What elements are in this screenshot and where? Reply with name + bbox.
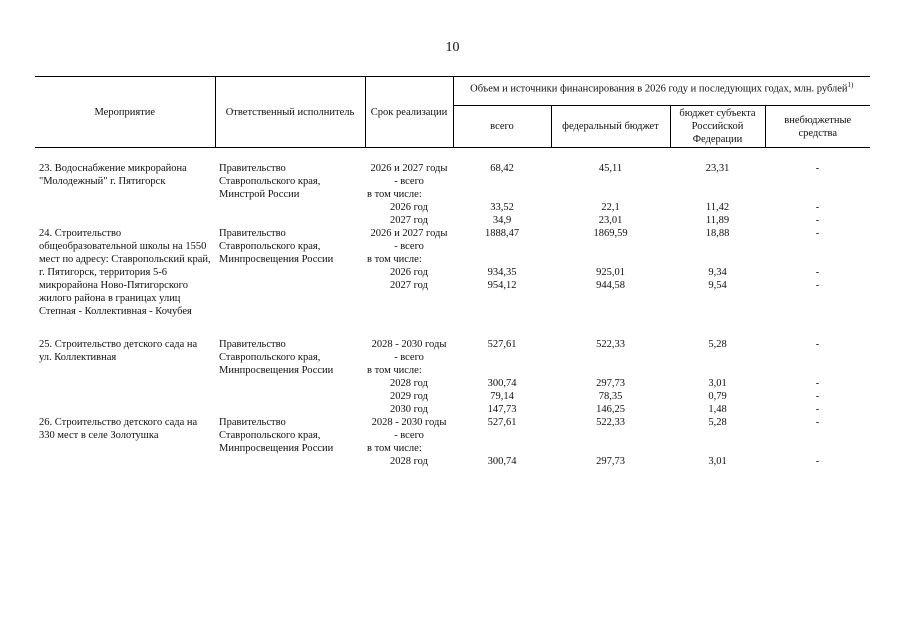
table-row <box>35 416 870 442</box>
regional-cell: 5,28 <box>708 339 727 350</box>
header-measure: Мероприятие <box>35 77 215 148</box>
federal-cell: 22,1 <box>601 202 620 213</box>
table-row <box>35 338 870 364</box>
regional-cell: 9,34 <box>708 267 727 278</box>
offbudget-cell: - <box>815 378 820 389</box>
federal-cell: 522,33 <box>596 417 625 428</box>
regional-cell: 18,88 <box>705 228 730 239</box>
offbudget-cell: - <box>815 215 820 226</box>
period-cell: 2028 - 2030 годы - всего <box>371 339 447 363</box>
header-regional: бюджет субъекта Российской Федерации <box>670 106 765 148</box>
federal-cell: 925,01 <box>596 267 625 278</box>
regional-cell: 1,48 <box>708 404 727 415</box>
offbudget-cell: - <box>815 404 820 415</box>
including-label: в том числе: <box>367 254 422 265</box>
financing-table <box>35 76 870 468</box>
header-federal: федеральный бюджет <box>551 106 670 148</box>
total-cell: 527,61 <box>487 417 517 428</box>
period-cell: 2027 год <box>390 215 428 226</box>
header-offbudget: внебюджетные средства <box>765 106 870 148</box>
period-cell: 2026 и 2027 годы - всего <box>370 228 448 252</box>
offbudget-cell: - <box>815 267 820 278</box>
responsible-cell: Правительство Ставропольского края, Минпросвещения России <box>219 339 334 376</box>
federal-cell: 522,33 <box>596 339 625 350</box>
measure-cell: 25. Строительство детского сада на ул. Коллективная <box>39 339 198 363</box>
federal-cell: 78,35 <box>598 391 623 402</box>
period-cell: 2026 и 2027 годы - всего <box>370 163 448 187</box>
offbudget-cell: - <box>815 280 820 291</box>
offbudget-cell: - <box>815 202 820 213</box>
total-cell: 68,42 <box>490 163 514 174</box>
measure-cell: 24. Строительство общеобразовательной школы на 1550 мест по адресу: Ставропольский край, г. Пятигорск, территория 5-6 микрорайона Ново-Пятигорского жилого района в границах улиц Степная - Коллективная - Кочубея <box>39 228 211 317</box>
federal-cell: 297,73 <box>596 456 625 467</box>
total-cell: 79,14 <box>490 391 514 402</box>
total-cell: 300,74 <box>487 378 517 389</box>
page-number: 10 <box>445 40 460 55</box>
federal-cell: 944,58 <box>596 280 625 291</box>
regional-cell: 3,01 <box>708 456 727 467</box>
total-cell: 934,35 <box>487 267 517 278</box>
federal-cell: 45,11 <box>598 163 623 174</box>
total-cell: 33,52 <box>490 202 514 213</box>
total-cell: 34,9 <box>492 215 512 226</box>
federal-cell: 1869,59 <box>593 228 628 239</box>
period-cell: 2028 - 2030 годы - всего <box>371 417 447 441</box>
header-financing: Объем и источники финансирования в 2026 году и последующих годах, млн. рублей$^{1)}$ <box>453 77 870 106</box>
offbudget-cell: - <box>815 391 820 402</box>
regional-cell: 11,89 <box>705 215 730 226</box>
total-cell: 147,73 <box>487 404 517 415</box>
period-cell: 2026 год <box>390 202 428 213</box>
period-cell: 2028 год <box>390 378 428 389</box>
responsible-cell: Правительство Ставропольского края, Минстрой России <box>219 163 321 200</box>
period-cell: 2027 год <box>390 280 428 291</box>
total-cell: 300,74 <box>487 456 517 467</box>
regional-cell: 5,28 <box>708 417 727 428</box>
federal-cell: 146,25 <box>596 404 625 415</box>
including-label: в том числе: <box>367 443 422 454</box>
header-period: Срок реализации <box>365 77 453 148</box>
total-cell: 527,61 <box>487 339 517 350</box>
regional-cell: 3,01 <box>708 378 727 389</box>
offbudget-cell: - <box>815 417 820 428</box>
regional-cell: 11,42 <box>705 202 730 213</box>
federal-cell: 297,73 <box>596 378 625 389</box>
total-cell: 954,12 <box>487 280 517 291</box>
measure-cell: 23. Водоснабжение микрорайона "Молодежный" г. Пятигорск <box>39 163 187 187</box>
responsible-cell: Правительство Ставропольского края, Минпросвещения России <box>219 417 334 454</box>
period-cell: 2030 год <box>390 404 428 415</box>
measure-cell: 26. Строительство детского сада на 330 мест в селе Золотушка <box>39 417 198 441</box>
including-label: в том числе: <box>367 365 422 376</box>
period-cell: 2028 год <box>390 456 428 467</box>
offbudget-cell: - <box>815 456 820 467</box>
regional-cell: 23,31 <box>705 163 730 174</box>
period-cell: 2026 год <box>390 267 428 278</box>
table-row <box>35 227 870 253</box>
total-cell: 1888,47 <box>484 228 520 239</box>
regional-cell: 0,79 <box>708 391 727 402</box>
period-cell: 2029 год <box>390 391 428 402</box>
header-responsible: Ответственный исполнитель <box>215 77 365 148</box>
offbudget-cell: - <box>815 163 820 174</box>
including-label: в том числе: <box>367 189 422 200</box>
offbudget-cell: - <box>815 228 820 239</box>
federal-cell: 23,01 <box>598 215 623 226</box>
header-total: всего <box>453 106 551 148</box>
table-row <box>35 162 870 188</box>
responsible-cell: Правительство Ставропольского края, Минпросвещения России <box>219 228 334 265</box>
regional-cell: 9,54 <box>708 280 727 291</box>
offbudget-cell: - <box>815 339 820 350</box>
